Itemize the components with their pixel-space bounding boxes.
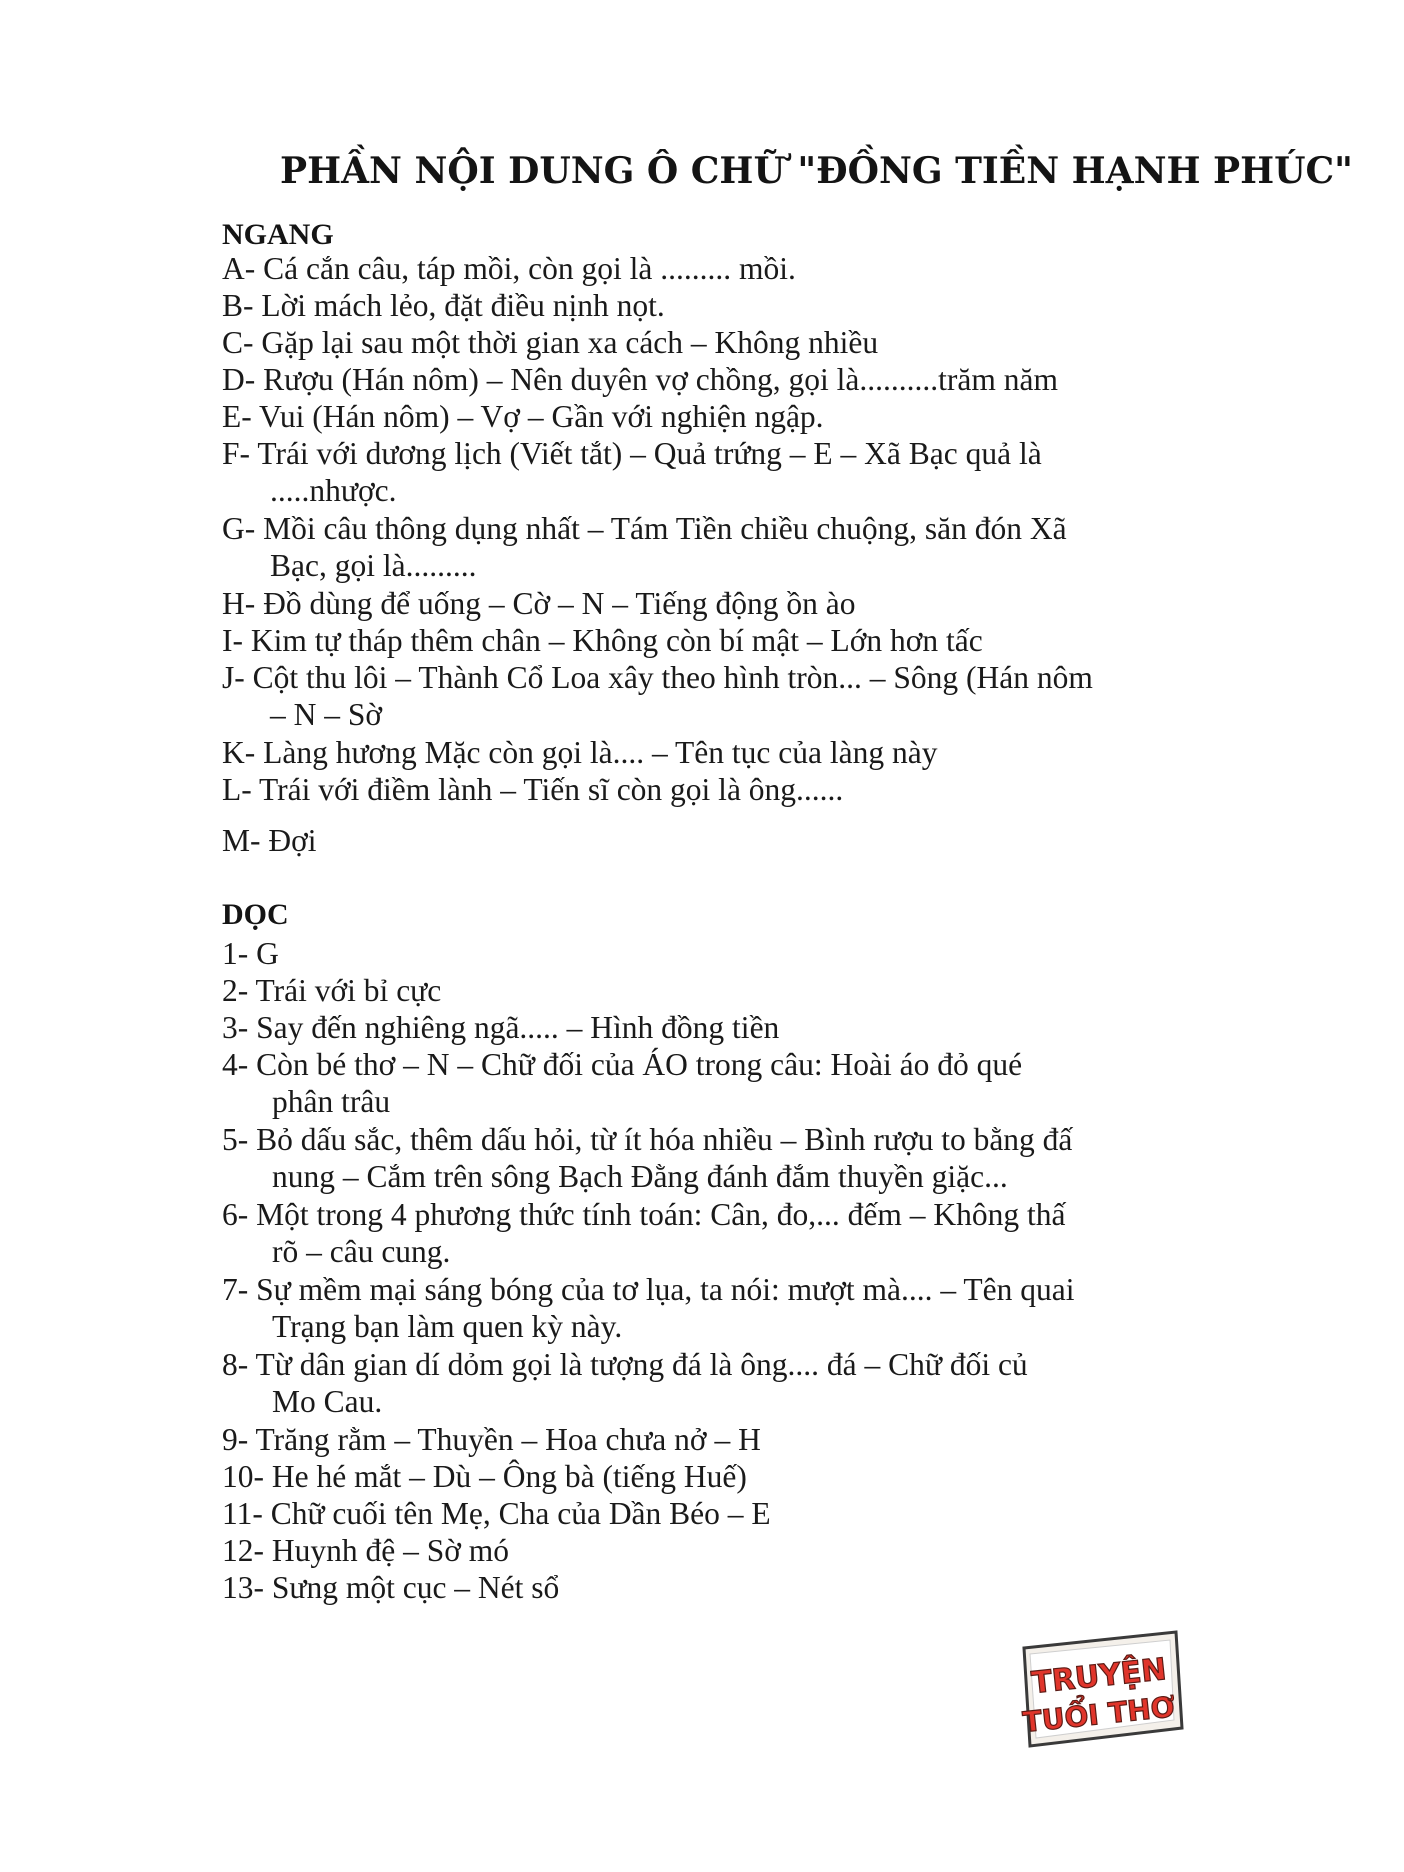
clue-ngang-a: A- Cá cắn câu, táp mồi, còn gọi là ......... mồi.	[222, 251, 796, 286]
clue-ngang-l: L- Trái với điềm lành – Tiến sĩ còn gọi là ông......	[222, 772, 844, 807]
clue-doc-8: 8- Từ dân gian dí dỏm gọi là tượng đá là ông.... đá – Chữ đối củ Mo Cau.	[222, 1347, 1028, 1419]
clue-doc-4: 4- Còn bé thơ – N – Chữ đối của ÁO trong câu: Hoài áo đỏ qué phân trâu	[222, 1047, 1023, 1119]
clue-doc-2: 2- Trái với bỉ cực	[222, 973, 442, 1008]
clue-ngang-f: F- Trái với dương lịch (Viết tắt) – Quả trứng – E – Xã Bạc quả là .....nhược.	[222, 436, 1042, 508]
clue-doc-13: 13- Sưng một cục – Nét sổ	[222, 1570, 560, 1605]
clue-ngang-m: M- Đợi	[222, 823, 317, 858]
clue-doc-1: 1- G	[222, 936, 279, 971]
logo-line2: TUỔI THƠ	[1021, 1690, 1177, 1739]
clue-ngang-d: D- Rượu (Hán nôm) – Nên duyên vợ chồng, gọi là..........trăm năm	[222, 362, 1058, 397]
clue-ngang-b: B- Lời mách lẻo, đặt điều nịnh nọt.	[222, 288, 665, 323]
clue-doc-5: 5- Bỏ dấu sắc, thêm dấu hỏi, từ ít hóa nhiều – Bình rượu to bằng đấ nung – Cắm trên sông Bạch Đằng đánh đắm thuyền giặc...	[222, 1122, 1073, 1194]
clue-ngang-g: G- Mồi câu thông dụng nhất – Tám Tiền chiều chuộng, săn đón Xã Bạc, gọi là.........	[222, 511, 1067, 583]
clue-ngang-j: J- Cột thu lôi – Thành Cổ Loa xây theo hình tròn... – Sông (Hán nôm – N – Sờ	[222, 660, 1093, 732]
logo-line1: TRUYỆN	[1029, 1652, 1169, 1702]
clue-ngang-i: I- Kim tự tháp thêm chân – Không còn bí mật – Lớn hơn tấc	[222, 623, 983, 658]
section-heading-doc: DỌC	[222, 898, 289, 931]
clue-doc-12: 12- Huynh đệ – Sờ mó	[222, 1533, 510, 1568]
page-title: PHẦN NỘI DUNG Ô CHỮ "ĐỒNG TIỀN HẠNH PHÚC"	[280, 150, 1353, 192]
clue-ngang-e: E- Vui (Hán nôm) – Vợ – Gần với nghiện ngập.	[222, 399, 824, 434]
clue-doc-10: 10- He hé mắt – Dù – Ông bà (tiếng Huế)	[222, 1459, 747, 1494]
clue-ngang-c: C- Gặp lại sau một thời gian xa cách – Không nhiều	[222, 325, 879, 360]
clue-doc-11: 11- Chữ cuối tên Mẹ, Cha của Dần Béo – E	[222, 1496, 771, 1531]
clue-doc-6: 6- Một trong 4 phương thức tính toán: Cân, đo,... đếm – Không thấ rõ – câu cung.	[222, 1197, 1066, 1269]
clue-ngang-k: K- Làng hương Mặc còn gọi là.... – Tên tục của làng này	[222, 735, 938, 770]
clue-ngang-h: H- Đồ dùng để uống – Cờ – N – Tiếng động ồn ào	[222, 586, 856, 621]
clue-doc-7: 7- Sự mềm mại sáng bóng của tơ lụa, ta nói: mượt mà.... – Tên quai Trạng bạn làm quen kỳ này.	[222, 1272, 1075, 1344]
section-heading-ngang: NGANG	[222, 218, 334, 251]
clue-doc-9: 9- Trăng rằm – Thuyền – Hoa chưa nở – H	[222, 1422, 761, 1457]
truyen-tuoi-tho-logo	[1016, 1628, 1184, 1752]
clue-doc-3: 3- Say đến nghiêng ngã..... – Hình đồng tiền	[222, 1010, 780, 1045]
